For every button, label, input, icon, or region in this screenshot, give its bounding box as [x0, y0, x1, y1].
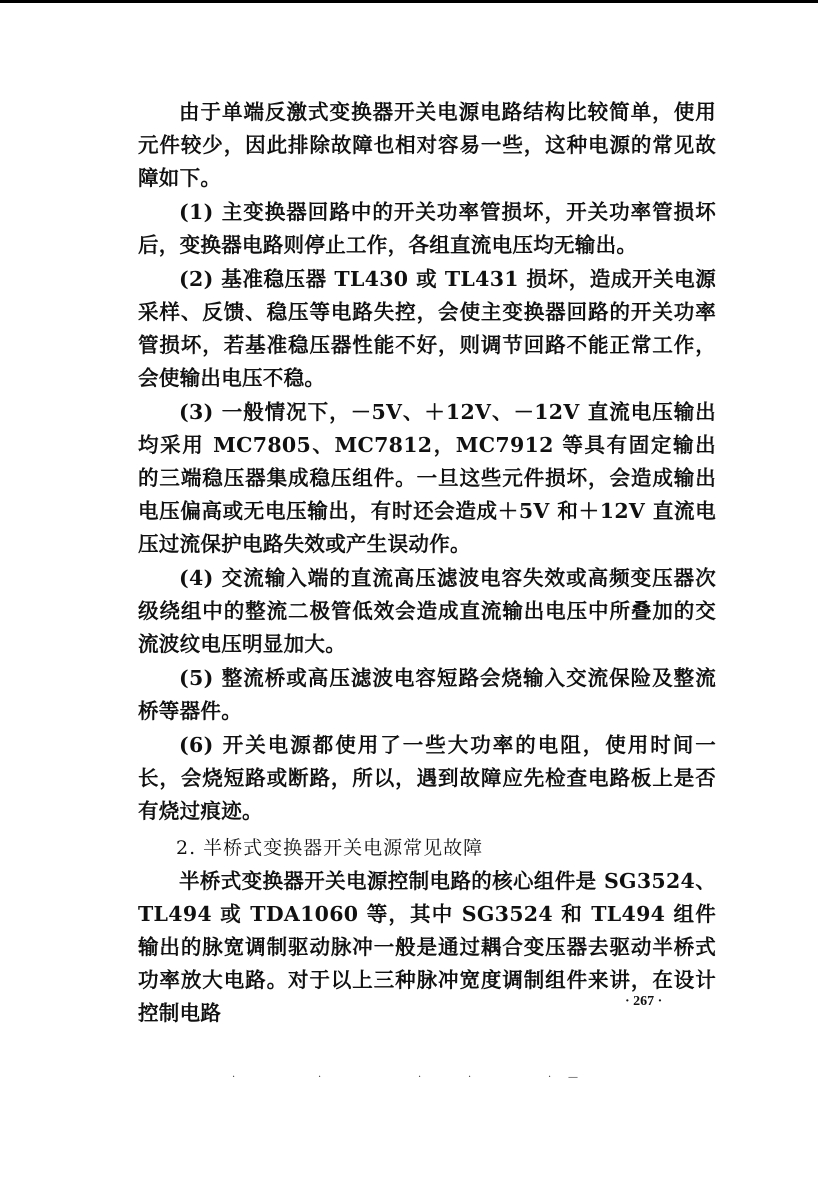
section-heading: 2. 半桥式变换器开关电源常见故障 [176, 837, 484, 859]
top-border-line [0, 0, 818, 3]
scan-speck: · [318, 1072, 322, 1083]
list-item-2: (2) 基准稳压器 TL430 或 TL431 损坏，造成开关电源采样、反馈、稳压等电路失控，会使主变换器回路的开关功率管损坏，若基准稳压器性能不好，则调节回路不能正常工作，会使输出电压不稳。 [138, 267, 716, 390]
list-item-4: (4) 交流输入端的直流高压滤波电容失效或高频变压器次级绕组中的整流二极管低效会造成直流输出电压中所叠加的交流波纹电压明显加大。 [138, 566, 716, 656]
section-body-paragraph: 半桥式变换器开关电源控制电路的核心组件是 SG3524、TL494 或 TDA1060 等，其中 SG3524 和 TL494 组件输出的脉宽调制驱动脉冲一般是通过耦合变压器去驱动半桥式功率放大电路。对于以上三种脉冲宽度调制组件来讲，在设计控制电路 [138, 869, 716, 1025]
scan-speck: · [468, 1072, 472, 1083]
list-item-3: (3) 一般情况下，－5V、＋12V、－12V 直流电压输出均采用 MC7805、MC7812，MC7912 等具有固定输出的三端稳压器集成稳压组件。一旦这些元件损坏，会造成输出电压偏高或无电压输出，有时还会造成＋5V 和＋12V 直流电压过流保护电路失效或产生误动作。 [138, 400, 716, 556]
list-item-1: (1) 主变换器回路中的开关功率管损坏，开关功率管损坏后，变换器电路则停止工作，各组直流电压均无输出。 [138, 200, 716, 257]
intro-paragraph: 由于单端反激式变换器开关电源电路结构比较简单，使用元件较少，因此排除故障也相对容易一些，这种电源的常见故障如下。 [138, 100, 716, 190]
scan-speck: — [568, 1072, 578, 1083]
page-number: · 267 · [625, 994, 663, 1009]
scan-speck: · [418, 1072, 422, 1083]
page-body [138, 96, 716, 1030]
scan-speck: · [232, 1072, 236, 1083]
list-item-5: (5) 整流桥或高压滤波电容短路会烧输入交流保险及整流桥等器件。 [138, 666, 716, 723]
scan-speck: · [548, 1072, 552, 1083]
list-item-6: (6) 开关电源都使用了一些大功率的电阻，使用时间一长，会烧短路或断路，所以，遇到故障应先检查电路板上是否有烧过痕迹。 [138, 733, 716, 823]
